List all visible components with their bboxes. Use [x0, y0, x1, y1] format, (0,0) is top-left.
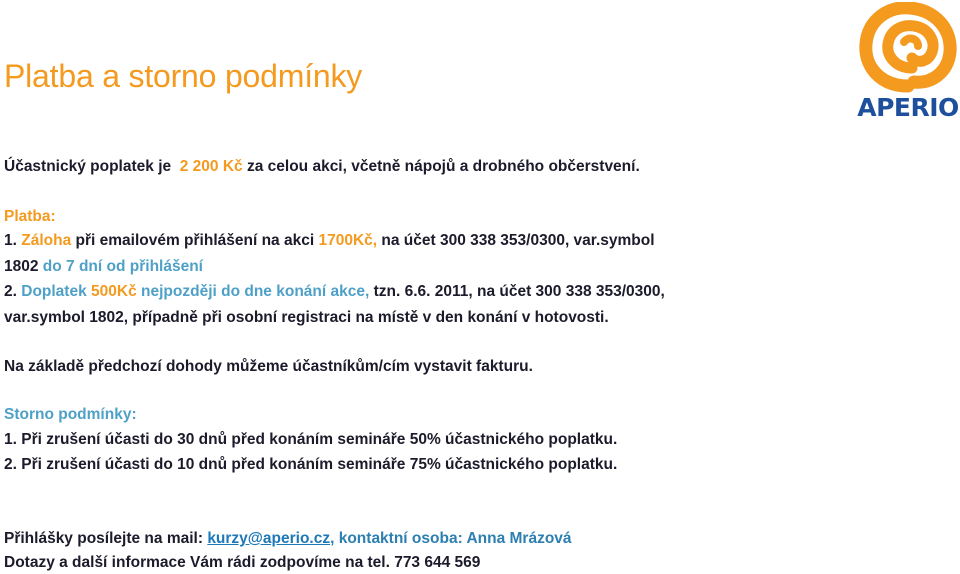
contact-prefix: Přihlášky posílejte na mail: [4, 530, 203, 547]
payment-item-1-amount: 1700Kč, [318, 232, 378, 249]
fee-suffix: za celou akci, včetně nápojů a drobného občerstvení. [246, 158, 640, 175]
payment-item-1-account: na účet 300 338 353/0300, var.symbol [381, 232, 655, 249]
payment-item-2 [4, 281, 665, 303]
logo-text: APERIO [857, 93, 959, 122]
contact-line [4, 528, 572, 550]
storno-item-1: 1. Při zrušení účasti do 30 dnů před konáním semináře 50% účastnického poplatku. [4, 431, 618, 448]
payment-item-1 [4, 230, 655, 252]
page-title: Platba a storno podmínky [4, 58, 363, 94]
payment-item-2-account: tzn. 6.6. 2011, na účet 300 338 353/0300, [373, 283, 665, 300]
payment-item-1-symbol: 1802 [4, 258, 39, 275]
payment-item-2-line-2: var.symbol 1802, případně při osobní registraci na místě v den konání v hotovosti. [4, 309, 609, 326]
contact-email-link[interactable]: kurzy@aperio.cz [207, 530, 331, 547]
aperio-swirl-logo-icon [856, 2, 960, 94]
storno-heading: Storno podmínky: [4, 406, 137, 423]
aperio-logo[interactable] [856, 2, 960, 124]
payment-item-1-deadline: do 7 dní od přihlášení [42, 258, 203, 275]
contact-info: Dotazy a další informace Vám rádi zodpovíme na tel. 773 644 569 [4, 554, 481, 571]
payment-item-2-deadline: nejpozději do dne konání akce, [141, 283, 370, 300]
contact-person: , kontaktní osoba: Anna Mrázová [330, 530, 572, 547]
payment-item-2-label: Doplatek [21, 283, 87, 300]
fee-line [4, 156, 640, 178]
payment-item-2-amount: 500Kč [91, 283, 137, 300]
fee-amount: 2 200 Kč [179, 158, 243, 175]
payment-item-1-text: při emailovém přihlášení na akci [75, 232, 315, 249]
fee-prefix: Účastnický poplatek je [4, 158, 172, 175]
payment-item-1-num: 1. [4, 232, 17, 249]
payment-item-1-line-2 [4, 256, 203, 278]
invoice-note: Na základě předchozí dohody můžeme účastníkům/cím vystavit fakturu. [4, 358, 533, 375]
storno-item-2: 2. Při zrušení účasti do 10 dnů před konáním semináře 75% účastnického poplatku. [4, 456, 618, 473]
payment-item-2-num: 2. [4, 283, 17, 300]
payment-item-1-label: Záloha [21, 232, 72, 249]
payment-heading: Platba: [4, 208, 56, 225]
